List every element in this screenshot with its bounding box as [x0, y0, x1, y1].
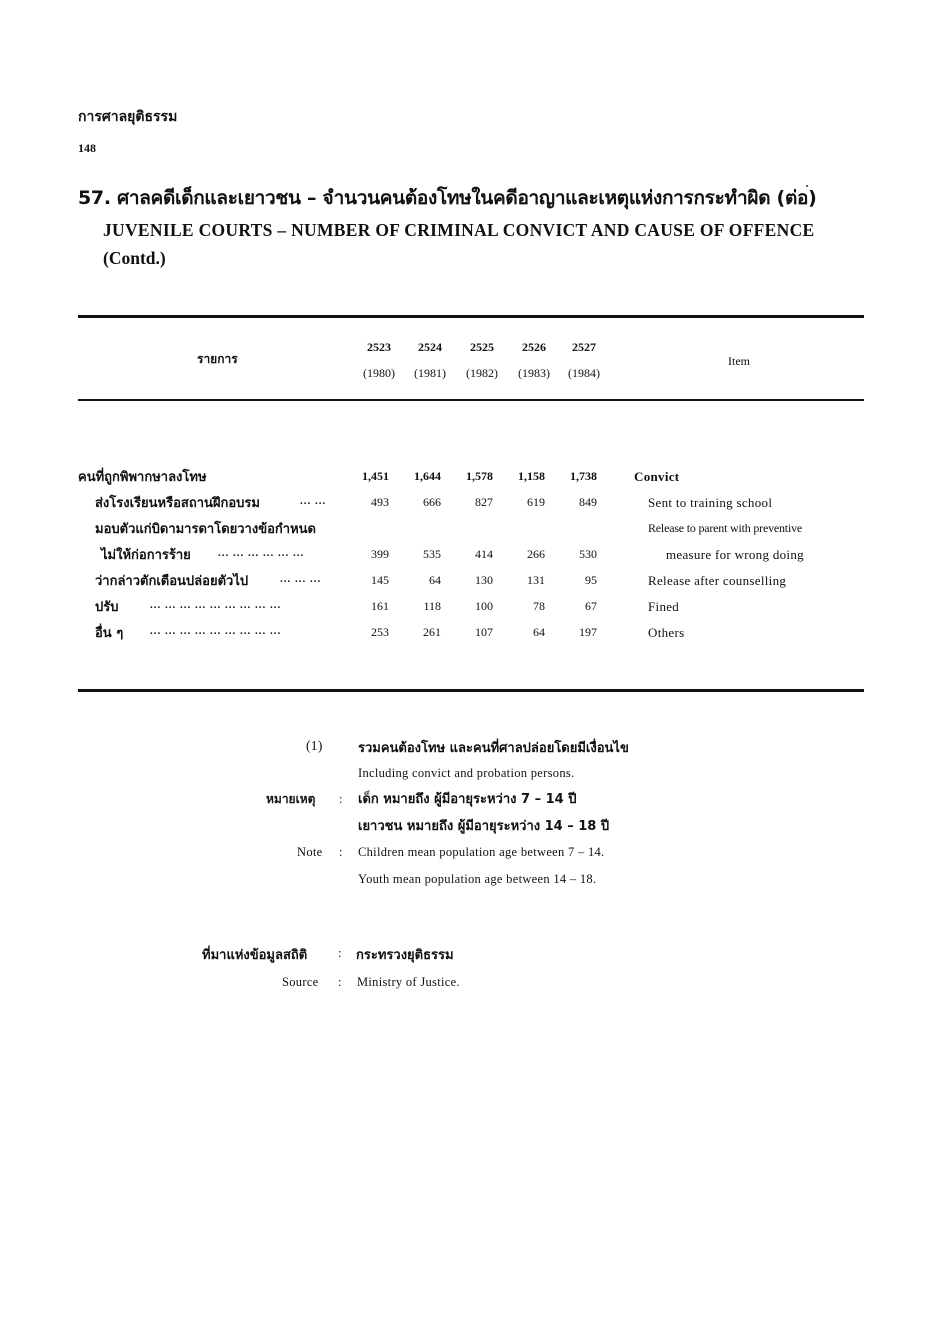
table-title-thai: 57. ศาลคดีเด็กและเยาวชน – จำนวนคนต้องโทษในคดีอาญาและเหตุแห่งการกระทำผิด (ต่อ) [78, 187, 817, 209]
remark-separator: : [339, 792, 343, 806]
row-label-english: Release to parent with preventive [648, 521, 803, 535]
cell-value: 1,738 [570, 469, 597, 483]
source-label-thai: ที่มาแห่งข้อมูลสถิติ [202, 948, 308, 963]
footnote-thai: รวมคนต้องโทษ และคนที่ศาลปล่อยโดยมีเงื่อนไข [358, 741, 629, 756]
cell-value: 253 [371, 625, 389, 639]
cell-value: 78 [533, 599, 545, 613]
row-label-thai: ปรับ [95, 600, 119, 615]
footnote-marker: (1) [306, 738, 323, 753]
source-separator-english: : [338, 975, 342, 989]
row-label-english: Release after counselling [648, 573, 787, 588]
cell-value: 118 [423, 599, 441, 613]
cell-value: 1,578 [466, 469, 493, 483]
source-value-thai: กระทรวงยุติธรรม [356, 948, 454, 963]
cell-value: 131 [527, 573, 545, 587]
row-label-thai: ว่ากล่าวตักเตือนปล่อยตัวไป [95, 574, 249, 589]
footnote-english: Including convict and probation persons. [358, 766, 575, 780]
year-be-header: 2525 [470, 340, 494, 354]
cell-value: 130 [475, 573, 493, 587]
cell-value: 161 [371, 599, 389, 613]
cell-value: 666 [423, 495, 441, 509]
source-separator: : [338, 946, 342, 960]
table-header-rule [78, 399, 864, 401]
table-bottom-rule [78, 689, 864, 692]
cell-value: 530 [579, 547, 597, 561]
note-english-youth: Youth mean population age between 14 – 18. [358, 872, 597, 886]
cell-value: 261 [423, 625, 441, 639]
row-label-thai: ส่งโรงเรียนหรือสถานฝึกอบรม [95, 496, 260, 511]
cell-value: 1,158 [518, 469, 545, 483]
cell-value: 849 [579, 495, 597, 509]
leader-dots: ... ... ... ... ... ... ... ... ... [150, 599, 282, 611]
row-label-english: Others [648, 625, 685, 640]
cell-value: 535 [423, 547, 441, 561]
row-label-thai: อื่น ๆ [95, 626, 124, 641]
cell-value: 67 [585, 599, 597, 613]
cell-value: 266 [527, 547, 545, 561]
source-value-english: Ministry of Justice. [357, 975, 460, 989]
column-header-item-thai: รายการ [197, 352, 238, 366]
cell-value: 1,644 [414, 469, 441, 483]
year-ce-header: (1982) [466, 366, 498, 380]
source-label-english: Source [282, 975, 319, 989]
row-label-english: Fined [648, 599, 680, 614]
note-separator: : [339, 845, 343, 859]
page-number: 148 [78, 141, 96, 155]
year-ce-header: (1981) [414, 366, 446, 380]
leader-dots: ... ... ... ... ... ... [218, 547, 305, 559]
scan-speck [806, 185, 808, 187]
cell-value: 64 [429, 573, 441, 587]
remark-label-thai: หมายเหตุ [266, 792, 316, 806]
year-be-header: 2523 [367, 340, 391, 354]
cell-value: 107 [475, 625, 493, 639]
year-ce-header: (1983) [518, 366, 550, 380]
cell-value: 619 [527, 495, 545, 509]
leader-dots: ... ... ... ... ... ... ... ... ... [150, 625, 282, 637]
remark-thai-children: เด็ก หมายถึง ผู้มีอายุระหว่าง 7 – 14 ปี [358, 792, 577, 807]
note-english-children: Children mean population age between 7 – 14. [358, 845, 605, 859]
table-title-contd: (Contd.) [103, 248, 166, 268]
row-label-english: Convict [634, 469, 680, 484]
year-ce-header: (1984) [568, 366, 600, 380]
leader-dots: ... ... [300, 495, 327, 507]
cell-value: 414 [475, 547, 493, 561]
cell-value: 145 [371, 573, 389, 587]
column-header-item-english: Item [728, 354, 750, 368]
remark-thai-youth: เยาวชน หมายถึง ผู้มีอายุระหว่าง 14 – 18 ปี [358, 819, 610, 834]
year-be-header: 2527 [572, 340, 596, 354]
row-label-thai: คนที่ถูกพิพากษาลงโทษ [78, 470, 207, 485]
cell-value: 1,451 [362, 469, 389, 483]
leader-dots: ... ... ... [280, 573, 322, 585]
year-ce-header: (1980) [363, 366, 395, 380]
cell-value: 399 [371, 547, 389, 561]
cell-value: 197 [579, 625, 597, 639]
running-header: การศาลยุติธรรม [78, 109, 178, 125]
row-label-english-cont: measure for wrong doing [666, 547, 804, 562]
cell-value: 100 [475, 599, 493, 613]
note-label: Note [297, 845, 323, 859]
row-label-thai-cont: ไม่ให้ก่อการร้าย [101, 548, 191, 563]
year-be-header: 2524 [418, 340, 442, 354]
table-title-english: JUVENILE COURTS – NUMBER OF CRIMINAL CONVICT AND CAUSE OF OFFENCE [103, 220, 815, 240]
cell-value: 95 [585, 573, 597, 587]
cell-value: 827 [475, 495, 493, 509]
cell-value: 64 [533, 625, 545, 639]
year-be-header: 2526 [522, 340, 546, 354]
row-label-english: Sent to training school [648, 495, 773, 510]
cell-value: 493 [371, 495, 389, 509]
row-label-thai: มอบตัวแก่บิดามารดาโดยวางข้อกำหนด [95, 522, 316, 537]
table-top-rule [78, 315, 864, 318]
